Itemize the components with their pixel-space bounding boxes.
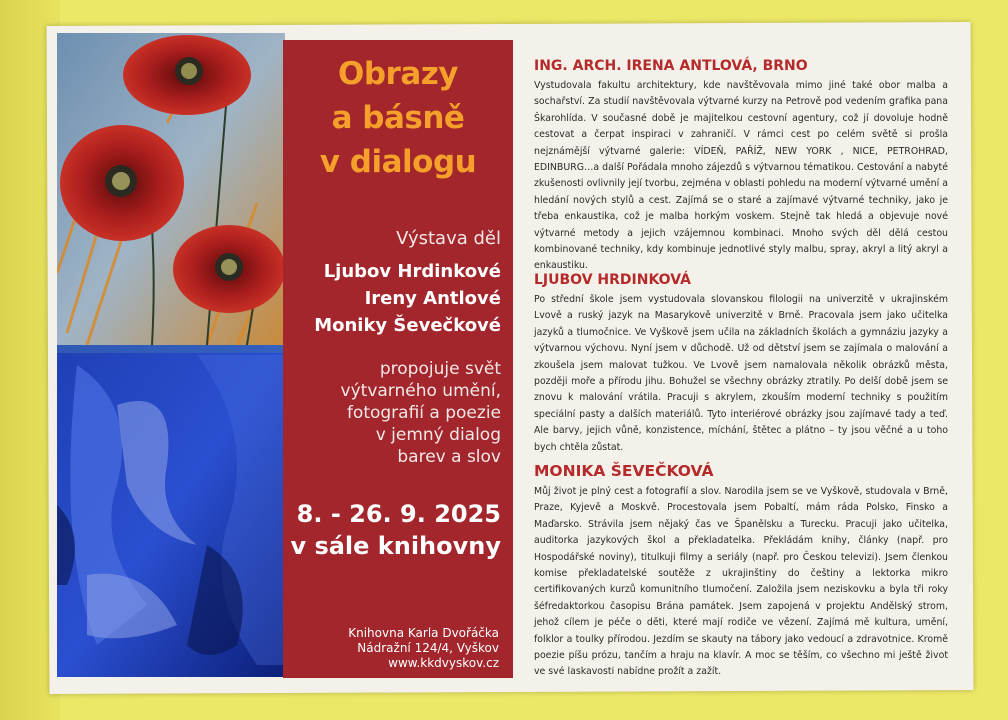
bio-heading: MONIKA ŠEVEČKOVÁ	[534, 462, 714, 480]
address-line: Nádražní 124/4, Vyškov	[357, 641, 499, 655]
poster-title	[283, 52, 513, 184]
description-line: v jemný dialog	[375, 425, 501, 445]
author-name: Ljubov Hrdinkové	[323, 261, 501, 282]
description-line: výtvarného umění,	[340, 381, 501, 401]
bio-text: Můj život je plný cest a fotografií a slov. Narodila jsem se ve Vyškově, studovala v Brně, Praze, Kyjevě a Moskvě. Procestovala jsem Pobaltí, mám ráda Polsko, Finsko a Maďarsko. Strávila jsem nějaký čas ve Španělsku a Turecku. Pracuji jako učitelka, auditorka jazykových škol a překladatelka. Překládám knihy, články (např. pro Hospodářské noviny), titulkuji filmy a seriály (např. pro Českou televizi). Jsem členkou komise překladatelské soutěže z ukrajinštiny do češtiny a lektorka mikro certifikovaných kurzů komunitního tlumočení. Založila jsem neziskovku a byla tři roky šéfredaktorkou časopisu Brána památek. Jsem zapojená v projektu Andělský strom, jehož cílem je péče o děti, které mají rodiče ve vězení. Zajímá mě kultura, umění, folklor a toulky přírodou. Jezdím se skauty na tábory jako vedoucí a zdravotnice. Kromě poezie píšu prózu, tančím a hraju na klavír. A moc se těším, co všechno mi ještě život ve své laskavosti nabídne prožít a zažít.	[534, 486, 948, 678]
poppy-flower	[60, 125, 184, 241]
blue-abstract-painting	[57, 345, 285, 677]
title-line: Obrazy	[337, 56, 458, 92]
poppy-flower	[123, 35, 251, 115]
exhibition-description	[341, 358, 501, 468]
description-line: fotografií a poezie	[346, 403, 501, 423]
venue: v sále knihovny	[290, 532, 501, 560]
poppy-flower	[173, 225, 285, 313]
bio-heading: ING. ARCH. IRENA ANTLOVÁ, BRNO	[534, 58, 808, 74]
author-names	[314, 258, 501, 339]
title-line: v dialogu	[319, 144, 477, 180]
title-line: a básně	[331, 100, 465, 136]
author-name: Ireny Antlové	[364, 288, 501, 309]
description-line: barev a slov	[397, 447, 501, 467]
exhibition-label: Výstava děl	[396, 228, 501, 249]
date-range: 8. - 26. 9. 2025	[296, 500, 501, 528]
bio-text: Vystudovala fakultu architektury, kde navštěvovala mimo jiné také obor malba a sochařství. Za studií navštěvovala výtvarné kurzy na Petrově pod vedením grafika pana Škarohlída. V současné době je majitelkou cestovní agentury, což jí dovoluje hodně cestovat a čerpat inspiraci v zahraničí. V rámci cest po celém světě si prošla nejznámější výtvarné galerie: VÍDEŇ, PAŘÍŽ, NEW YORK , NICE, PETROHRAD, EDINBURG…a další Pořádala mnoho zájezdů s výtvarnou tématikou. Cestování a nabyté zkušenosti ovlivnily její tvorbu, zejména v oblasti pohledu na moderní výtvarné umění a hledání nových stylů a cest. Zajímá se o staré a zajímavé výtvarné techniky, jako je třeba enkaustika, což je malba horkým voskem. Stejně tak hledá a objevuje nové výtvarné metody a jejich vzájemnou kombinaci. Mnoho svých děl dělá cestou kombinované techniky, kdy kombinuje jednotlivé styly malbu, spray, akryl a litý akryl a enkaustiku.	[534, 80, 948, 272]
website-link: www.kkdvyskov.cz	[388, 656, 499, 670]
bio-section-hrdinkova	[534, 272, 948, 456]
author-name: Moniky Ševečkové	[314, 315, 501, 336]
address-line: Knihovna Karla Dvořáčka	[348, 626, 499, 640]
poppy-painting	[57, 33, 285, 345]
library-address	[348, 626, 499, 671]
poster-info-panel	[283, 40, 513, 678]
date-venue	[290, 498, 501, 562]
bio-section-antlova	[534, 58, 948, 275]
bio-text: Po střední škole jsem vystudovala slovanskou filologii na univerzitě v ukrajinském Lvově a ruský jazyk na Masarykově univerzitě v Brně. Pracovala jsem jako učitelka jazyků a tlumočnice. Ve Vyškově jsem učila na základních školách a gymnáziu jazyky a výtvarnou výchovu. Nyní jsem v důchodě. Už od dětství jsem se zajímala o malování a zkoušela jsem malovat tužkou. Ve Lvově jsem namalovala několik obrázků města, později moře a přírodu jihu. Bohužel se všechny obrázky ztratily. Po delší době jsem se znovu k malování vrátila. Pracuji s akrylem, zkouším moderní techniky s použitím speciální pasty a dalších materiálů. Tyto interiérové obrázky jsou zajímavé tady a teď. Ale barvy, jejich vůně, konzistence, míchání, štětec a plátno – ty jsou věčné a u toho bych chtěla zůstat.	[534, 294, 948, 453]
description-line: propojuje svět	[379, 359, 501, 379]
bio-heading: LJUBOV HRDINKOVÁ	[534, 272, 691, 288]
bio-section-seveckova	[534, 462, 948, 681]
